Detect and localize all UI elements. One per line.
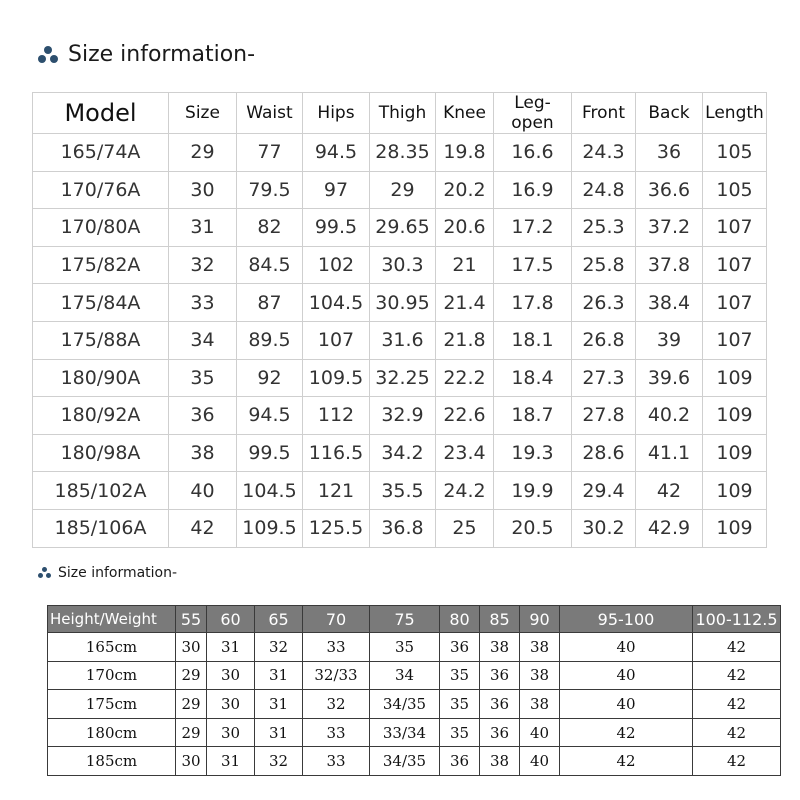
size-table-cell: 77 <box>237 134 303 172</box>
hw-table-cell: 185cm <box>48 747 176 776</box>
size-table-header-cell: Size <box>169 93 237 134</box>
hw-table-cell: 38 <box>480 747 520 776</box>
hw-table-cell: 30 <box>207 718 255 747</box>
size-table-cell: 28.35 <box>370 134 436 172</box>
size-table-cell: 31 <box>169 209 237 247</box>
hw-table-header-cell: 65 <box>255 606 303 633</box>
hw-table-header-cell: 80 <box>440 606 480 633</box>
size-table-cell: 20.5 <box>494 509 572 547</box>
size-table-cell: 105 <box>703 134 767 172</box>
size-table-cell: 24.8 <box>572 171 636 209</box>
hw-table-header-cell: 55 <box>176 606 207 633</box>
size-table-cell: 29 <box>370 171 436 209</box>
size-info-heading-2 <box>38 565 177 581</box>
size-table-cell: 17.5 <box>494 246 572 284</box>
size-table-cell: 32.9 <box>370 397 436 435</box>
hw-table-header-cell: 60 <box>207 606 255 633</box>
size-table-cell: 28.6 <box>572 434 636 472</box>
hw-table-cell: 32 <box>303 690 370 719</box>
size-table-cell: 175/84A <box>33 284 169 322</box>
size-table-cell: 170/76A <box>33 171 169 209</box>
hw-table-cell: 31 <box>255 718 303 747</box>
size-table-header-cell: Front <box>572 93 636 134</box>
hw-table-cell: 35 <box>440 690 480 719</box>
size-table-cell: 25.3 <box>572 209 636 247</box>
size-table-cell: 109 <box>703 434 767 472</box>
hw-table-cell: 34 <box>370 661 440 690</box>
size-table-cell: 116.5 <box>303 434 370 472</box>
hw-table-header-cell: 100-112.5 <box>693 606 781 633</box>
hw-table-cell: 33 <box>303 633 370 662</box>
size-table-cell: 24.3 <box>572 134 636 172</box>
hw-table-header-cell: 70 <box>303 606 370 633</box>
size-table-cell: 18.7 <box>494 397 572 435</box>
size-table-cell: 24.2 <box>436 472 494 510</box>
hw-table-cell: 42 <box>693 661 781 690</box>
hw-table-cell: 40 <box>560 690 693 719</box>
size-table-cell: 34.2 <box>370 434 436 472</box>
size-table-cell: 180/90A <box>33 359 169 397</box>
hw-table-cell: 34/35 <box>370 747 440 776</box>
size-table-cell: 109 <box>703 509 767 547</box>
size-table-cell: 30.3 <box>370 246 436 284</box>
size-table-cell: 38 <box>169 434 237 472</box>
size-table-cell: 107 <box>703 284 767 322</box>
hw-table-cell: 36 <box>480 718 520 747</box>
size-table-row <box>33 434 767 472</box>
size-table-cell: 41.1 <box>636 434 703 472</box>
hw-table-cell: 35 <box>440 718 480 747</box>
size-table-cell: 33 <box>169 284 237 322</box>
size-table-cell: 107 <box>703 246 767 284</box>
size-table-cell: 34 <box>169 321 237 359</box>
size-table-cell: 87 <box>237 284 303 322</box>
size-table-cell: 17.8 <box>494 284 572 322</box>
size-table-cell: 39 <box>636 321 703 359</box>
size-info-heading <box>38 42 255 67</box>
hw-table-cell: 32 <box>255 747 303 776</box>
hw-table-cell: 42 <box>560 747 693 776</box>
hw-table-cell: 180cm <box>48 718 176 747</box>
hw-table-cell: 31 <box>207 633 255 662</box>
size-table-cell: 37.8 <box>636 246 703 284</box>
hw-table-cell: 38 <box>480 633 520 662</box>
size-table-cell: 22.2 <box>436 359 494 397</box>
size-table-cell: 97 <box>303 171 370 209</box>
size-table-cell: 19.3 <box>494 434 572 472</box>
size-table-cell: 102 <box>303 246 370 284</box>
hw-table-cell: 42 <box>693 747 781 776</box>
hw-table-cell: 170cm <box>48 661 176 690</box>
trefoil-icon <box>38 567 52 579</box>
size-table-cell: 185/106A <box>33 509 169 547</box>
size-table-cell: 36 <box>636 134 703 172</box>
hw-table-cell: 40 <box>520 718 560 747</box>
size-table-cell: 38.4 <box>636 284 703 322</box>
hw-table-cell: 30 <box>176 633 207 662</box>
hw-table-cell: 33/34 <box>370 718 440 747</box>
size-table-row <box>33 321 767 359</box>
size-table-cell: 32 <box>169 246 237 284</box>
size-table-row <box>33 359 767 397</box>
size-table-cell: 125.5 <box>303 509 370 547</box>
hw-table-row <box>48 747 781 776</box>
size-table-cell: 22.6 <box>436 397 494 435</box>
size-table-cell: 107 <box>703 321 767 359</box>
size-table-cell: 17.2 <box>494 209 572 247</box>
hw-table-cell: 31 <box>255 690 303 719</box>
size-table-cell: 29.4 <box>572 472 636 510</box>
hw-table-row <box>48 633 781 662</box>
hw-table-cell: 29 <box>176 718 207 747</box>
hw-table-cell: 35 <box>370 633 440 662</box>
hw-table-cell: 175cm <box>48 690 176 719</box>
size-table-cell: 105 <box>703 171 767 209</box>
size-table-cell: 99.5 <box>237 434 303 472</box>
size-table-header-cell: Hips <box>303 93 370 134</box>
size-table-cell: 35 <box>169 359 237 397</box>
hw-table-cell: 36 <box>440 747 480 776</box>
size-table-cell: 94.5 <box>237 397 303 435</box>
size-table-cell: 109 <box>703 359 767 397</box>
hw-table-cell: 38 <box>520 661 560 690</box>
size-table-cell: 99.5 <box>303 209 370 247</box>
hw-table-cell: 42 <box>693 690 781 719</box>
size-table-cell: 165/74A <box>33 134 169 172</box>
size-table-cell: 21 <box>436 246 494 284</box>
hw-table-cell: 29 <box>176 661 207 690</box>
size-table-cell: 40.2 <box>636 397 703 435</box>
size-table-header-cell: Length <box>703 93 767 134</box>
size-table-header-row <box>33 93 767 134</box>
size-table-cell: 109 <box>703 472 767 510</box>
size-table-header-cell: Knee <box>436 93 494 134</box>
size-table-row <box>33 134 767 172</box>
hw-table-row <box>48 661 781 690</box>
size-table-cell: 21.8 <box>436 321 494 359</box>
hw-table-cell: 42 <box>693 633 781 662</box>
hw-table-header-row <box>48 606 781 633</box>
size-table-cell: 42.9 <box>636 509 703 547</box>
size-table-cell: 170/80A <box>33 209 169 247</box>
size-table-cell: 21.4 <box>436 284 494 322</box>
size-table-cell: 175/82A <box>33 246 169 284</box>
size-table-row <box>33 472 767 510</box>
size-table-cell: 27.3 <box>572 359 636 397</box>
hw-table-cell: 35 <box>440 661 480 690</box>
size-table-row <box>33 284 767 322</box>
size-table-cell: 107 <box>303 321 370 359</box>
size-table-header-cell: Thigh <box>370 93 436 134</box>
hw-table-cell: 40 <box>560 633 693 662</box>
size-table-cell: 16.9 <box>494 171 572 209</box>
size-table-row <box>33 509 767 547</box>
size-table-row <box>33 209 767 247</box>
size-info-heading-2-text: Size information- <box>58 565 178 581</box>
size-table-cell: 37.2 <box>636 209 703 247</box>
hw-table-cell: 31 <box>255 661 303 690</box>
size-table-cell: 89.5 <box>237 321 303 359</box>
size-table-header-cell: Waist <box>237 93 303 134</box>
size-table-cell: 26.3 <box>572 284 636 322</box>
size-table-cell: 185/102A <box>33 472 169 510</box>
size-table-cell: 92 <box>237 359 303 397</box>
size-table-cell: 121 <box>303 472 370 510</box>
size-table-cell: 30.2 <box>572 509 636 547</box>
size-table-header-cell: Leg-open <box>494 93 572 134</box>
hw-table-cell: 165cm <box>48 633 176 662</box>
size-table-cell: 19.9 <box>494 472 572 510</box>
hw-table-cell: 29 <box>176 690 207 719</box>
size-table-cell: 18.1 <box>494 321 572 359</box>
hw-table-cell: 32 <box>255 633 303 662</box>
size-table-cell: 20.6 <box>436 209 494 247</box>
size-table-header-cell: Back <box>636 93 703 134</box>
size-table-cell: 42 <box>636 472 703 510</box>
size-table-cell: 180/98A <box>33 434 169 472</box>
size-table-cell: 35.5 <box>370 472 436 510</box>
hw-table-cell: 40 <box>560 661 693 690</box>
size-table-cell: 19.8 <box>436 134 494 172</box>
hw-table-cell: 31 <box>207 747 255 776</box>
hw-table-row <box>48 718 781 747</box>
size-table-cell: 112 <box>303 397 370 435</box>
size-table-cell: 23.4 <box>436 434 494 472</box>
hw-table-cell: 32/33 <box>303 661 370 690</box>
size-table-cell: 25.8 <box>572 246 636 284</box>
hw-table-cell: 36 <box>480 661 520 690</box>
size-table-cell: 36.8 <box>370 509 436 547</box>
size-table-cell: 25 <box>436 509 494 547</box>
hw-table-cell: 30 <box>207 661 255 690</box>
size-table-cell: 18.4 <box>494 359 572 397</box>
size-table-cell: 175/88A <box>33 321 169 359</box>
size-table-cell: 42 <box>169 509 237 547</box>
size-table-cell: 180/92A <box>33 397 169 435</box>
height-weight-table <box>47 605 781 776</box>
size-table-cell: 109 <box>703 397 767 435</box>
hw-table-cell: 38 <box>520 633 560 662</box>
hw-table-header-cell: 75 <box>370 606 440 633</box>
size-table-cell: 36 <box>169 397 237 435</box>
size-table-cell: 26.8 <box>572 321 636 359</box>
size-table-cell: 82 <box>237 209 303 247</box>
size-table-cell: 29 <box>169 134 237 172</box>
size-table-cell: 36.6 <box>636 171 703 209</box>
size-table-cell: 27.8 <box>572 397 636 435</box>
hw-table-header-cell: 90 <box>520 606 560 633</box>
hw-table-cell: 30 <box>207 690 255 719</box>
size-table-cell: 109.5 <box>237 509 303 547</box>
size-table-cell: 40 <box>169 472 237 510</box>
hw-table-cell: 42 <box>560 718 693 747</box>
size-table-cell: 94.5 <box>303 134 370 172</box>
hw-table-cell: 33 <box>303 718 370 747</box>
hw-table-header-cell: Height/Weight <box>48 606 176 633</box>
size-table-cell: 104.5 <box>237 472 303 510</box>
size-table-row <box>33 171 767 209</box>
size-table-cell: 39.6 <box>636 359 703 397</box>
size-table-cell: 29.65 <box>370 209 436 247</box>
size-table-cell: 107 <box>703 209 767 247</box>
size-table-cell: 79.5 <box>237 171 303 209</box>
size-table-row <box>33 397 767 435</box>
size-table-cell: 31.6 <box>370 321 436 359</box>
hw-table-cell: 38 <box>520 690 560 719</box>
hw-table-cell: 40 <box>520 747 560 776</box>
hw-table-cell: 36 <box>440 633 480 662</box>
size-table-cell: 30.95 <box>370 284 436 322</box>
hw-table-header-cell: 85 <box>480 606 520 633</box>
size-table-row <box>33 246 767 284</box>
hw-table-cell: 34/35 <box>370 690 440 719</box>
size-table-header-cell: Model <box>33 93 169 134</box>
hw-table-cell: 33 <box>303 747 370 776</box>
size-table-cell: 109.5 <box>303 359 370 397</box>
size-table-cell: 32.25 <box>370 359 436 397</box>
size-table-cell: 20.2 <box>436 171 494 209</box>
size-table-cell: 84.5 <box>237 246 303 284</box>
size-table-cell: 16.6 <box>494 134 572 172</box>
hw-table-cell: 36 <box>480 690 520 719</box>
size-table-cell: 30 <box>169 171 237 209</box>
hw-table-cell: 42 <box>693 718 781 747</box>
size-table <box>32 92 767 548</box>
hw-table-cell: 30 <box>176 747 207 776</box>
size-info-heading-text: Size information- <box>68 42 256 67</box>
hw-table-header-cell: 95-100 <box>560 606 693 633</box>
hw-table-row <box>48 690 781 719</box>
size-table-cell: 104.5 <box>303 284 370 322</box>
trefoil-icon <box>38 46 58 64</box>
